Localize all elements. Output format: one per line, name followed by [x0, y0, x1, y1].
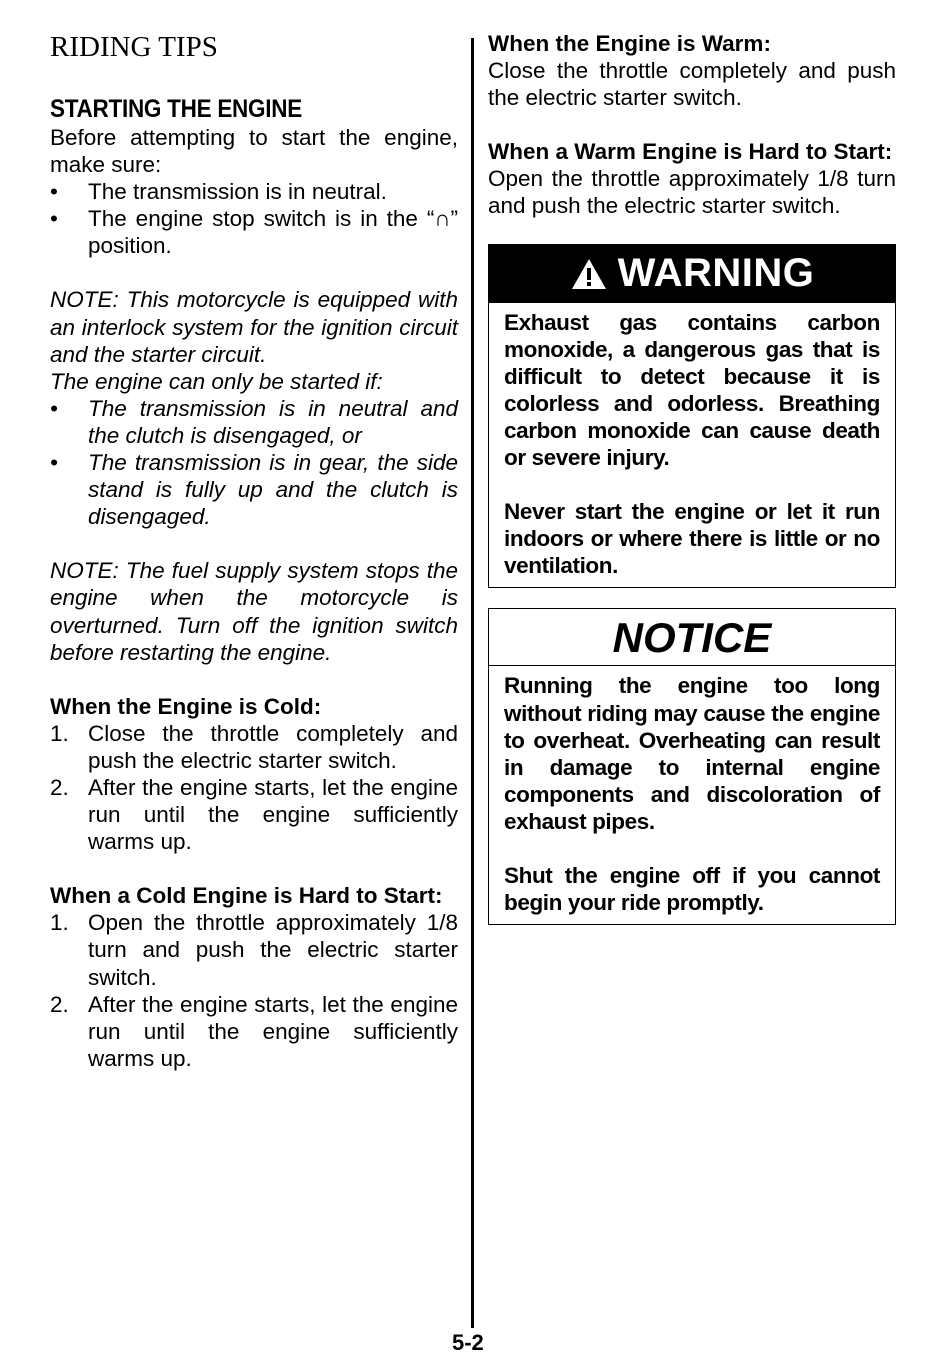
cold-hard-heading: When a Cold Engine is Hard to Start: — [50, 883, 443, 909]
list-item: • The transmission is in neutral. — [50, 179, 387, 205]
warning-triangle-icon — [570, 257, 608, 291]
warning-box — [488, 244, 896, 589]
notice-text: Shut the engine off if you cannot begin your ride promptly. — [504, 862, 880, 916]
section-heading: STARTING THE ENGINE — [50, 95, 302, 123]
cold-steps — [50, 720, 458, 855]
notice-title: NOTICE — [612, 613, 772, 661]
warm-hard-text: Open the throttle approximately 1/8 turn and push the electric starter switch. — [488, 166, 896, 219]
list-item: • The transmission is in gear, the side stand is fully up and the clutch is disengaged. — [50, 450, 458, 530]
intro-text: Before attempting to start the engine, make sure: — [50, 125, 458, 178]
page-title: RIDING TIPS — [50, 31, 218, 63]
warning-title: WARNING — [617, 251, 815, 296]
warm-hard-heading: When a Warm Engine is Hard to Start: — [488, 139, 893, 165]
notice-body — [489, 666, 895, 924]
right-column — [488, 30, 896, 925]
list-item: 2. After the engine starts, let the engine run until the engine sufficiently warms up. — [50, 774, 458, 855]
cold-hard-steps — [50, 909, 458, 1072]
warning-text: Exhaust gas contains carbon monoxide, a dangerous gas that is difficult to detect because it is colorless and odorless. Breathing carbon monoxide can cause death or severe injury. — [504, 309, 880, 471]
warm-heading: When the Engine is Warm: — [488, 31, 771, 56]
bullet-icon: • — [50, 395, 58, 421]
notice-box — [488, 608, 896, 925]
column-divider — [471, 38, 474, 1328]
warning-text: Never start the engine or let it run indoors or where there is little or no ventilation. — [504, 499, 880, 579]
warm-text: Close the throttle completely and push the electric starter switch. — [488, 58, 896, 111]
list-item: 1. Open the throttle approximately 1/8 turn and push the electric starter switch. — [50, 910, 458, 990]
fuel-note: NOTE: The fuel supply system stops the engine when the motorcycle is overturned. Turn off the ignition switch before restarting the engine. — [50, 558, 458, 665]
interlock-note: NOTE: This motorcycle is equipped with an interlock system for the ignition circuit and the starter circuit. — [50, 287, 458, 367]
interlock-conditions — [50, 395, 458, 530]
list-item: 2. After the engine starts, let the engine run until the engine sufficiently warms up. — [50, 991, 458, 1071]
list-item: • The engine stop switch is in the “∩” position. — [50, 206, 458, 259]
checklist — [50, 178, 458, 259]
warning-body — [489, 303, 895, 588]
notice-header — [489, 609, 895, 666]
bullet-icon: • — [50, 206, 58, 232]
interlock-note-lead: The engine can only be started if: — [50, 368, 383, 394]
page-number: 5-2 — [452, 1330, 484, 1355]
left-column — [50, 94, 458, 1072]
list-item: 1. Close the throttle completely and push the electric starter switch. — [50, 720, 458, 773]
notice-text: Running the engine too long without riding may cause the engine to overheat. Overheating can result in damage to internal engine components and discoloration of exhaust pipes. — [504, 673, 880, 834]
bullet-icon: • — [50, 450, 58, 476]
warning-header — [489, 245, 895, 303]
list-item: • The transmission is in neutral and the clutch is disengaged, or — [50, 395, 458, 448]
cold-heading: When the Engine is Cold: — [50, 693, 322, 719]
bullet-icon: • — [50, 179, 58, 205]
